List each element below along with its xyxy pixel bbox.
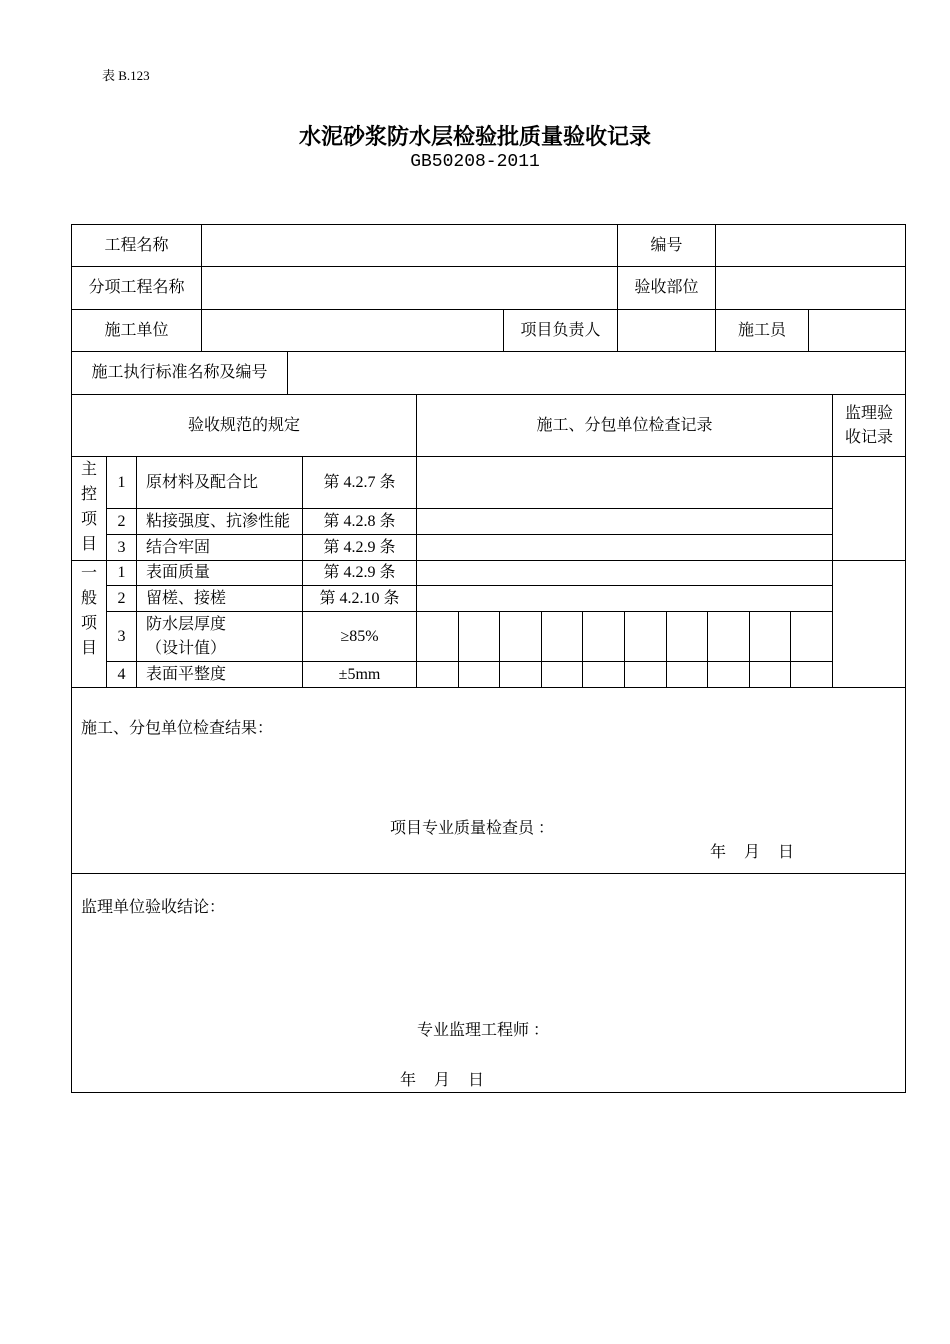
construction-unit-value: [201, 309, 503, 351]
general-item-1-spec: 第 4.2.9 条: [302, 560, 416, 585]
acceptance-part-value: [715, 266, 905, 309]
general-item-1-name: 表面质量: [136, 560, 302, 585]
constructor-label: 施工员: [715, 309, 808, 351]
general-item-3-no: 3: [106, 611, 136, 661]
project-manager-label: 项目负责人: [503, 309, 617, 351]
main-item-3-record: [416, 534, 832, 560]
contractor-result-label: 施工、分包单位检查结果：: [81, 720, 274, 737]
contractor-result-section: [71, 687, 905, 873]
main-item-3-no: 3: [106, 534, 136, 560]
main-item-2-record: [416, 508, 832, 534]
main-supervision-record: [832, 456, 905, 560]
measure-cell: [666, 661, 707, 687]
inspector-signature-label: 项目专业质量检查员 ：: [390, 820, 555, 837]
general-supervision-record: [832, 560, 905, 687]
supervision-column-header-text: 监理验收记录: [844, 404, 893, 446]
inspection-form-table: [71, 224, 906, 1093]
measure-cell: [458, 661, 499, 687]
measure-cell: [624, 611, 666, 661]
spec-column-header: 验收规范的规定: [71, 394, 416, 456]
measure-cell: [416, 611, 458, 661]
main-item-1-record: [416, 456, 832, 508]
main-item-2-spec: 第 4.2.8 条: [302, 508, 416, 534]
measure-cell: [499, 611, 541, 661]
general-item-2-no: 2: [106, 585, 136, 611]
acceptance-part-label: 验收部位: [617, 266, 715, 309]
measure-cell: [458, 611, 499, 661]
record-column-header: 施工、分包单位检查记录: [416, 394, 832, 456]
supervision-conclusion-label: 监理单位验收结论：: [81, 899, 226, 916]
supervision-conclusion-section: [71, 873, 905, 1092]
measure-cell: [749, 661, 790, 687]
measure-cell: [790, 661, 832, 687]
general-item-2-spec: 第 4.2.10 条: [302, 585, 416, 611]
general-item-1-record: [416, 560, 832, 585]
main-control-group-label: [71, 456, 106, 560]
main-control-group-text: 主控项目: [80, 461, 97, 553]
general-item-3-name-note: （设计值）: [146, 639, 227, 657]
measure-cell: [499, 661, 541, 687]
project-manager-value: [617, 309, 715, 351]
general-item-3-spec: ≥85%: [302, 611, 416, 661]
general-item-3-name: [136, 611, 302, 661]
main-item-3-name: 结合牢固: [136, 534, 302, 560]
general-item-2-name: 留槎、接槎: [136, 585, 302, 611]
measure-cell: [624, 661, 666, 687]
number-value: [715, 224, 905, 266]
general-item-4-no: 4: [106, 661, 136, 687]
main-item-1-no: 1: [106, 456, 136, 508]
standard-name-value: [287, 351, 905, 394]
measure-cell: [707, 661, 749, 687]
measure-cell: [707, 611, 749, 661]
sub-project-name-label: 分项工程名称: [71, 266, 201, 309]
measure-cell: [541, 611, 582, 661]
measure-cell: [666, 611, 707, 661]
main-item-2-no: 2: [106, 508, 136, 534]
measure-cell: [749, 611, 790, 661]
standard-code: GB50208-2011: [410, 152, 540, 172]
page-title: 水泥砂浆防水层检验批质量验收记录: [298, 124, 651, 149]
engineer-signature-label: 专业监理工程师 ：: [417, 1022, 550, 1039]
contractor-date-label: 年 月 日: [710, 844, 795, 861]
main-item-1-spec: 第 4.2.7 条: [302, 456, 416, 508]
sub-project-name-value: [201, 266, 617, 309]
supervision-date-label: 年 月 日: [400, 1072, 485, 1089]
form-number: 表 B.123: [102, 68, 150, 83]
measure-cell: [790, 611, 832, 661]
general-group-text: 一般项目: [80, 565, 97, 657]
constructor-value: [808, 309, 905, 351]
main-item-3-spec: 第 4.2.9 条: [302, 534, 416, 560]
measure-cell: [416, 661, 458, 687]
number-label: 编号: [617, 224, 715, 266]
measure-cell: [582, 661, 624, 687]
general-group-label: [71, 560, 106, 687]
general-item-4-spec: ±5mm: [302, 661, 416, 687]
main-item-1-name: 原材料及配合比: [136, 456, 302, 508]
main-item-2-name: 粘接强度、抗渗性能: [136, 508, 302, 534]
project-name-value: [201, 224, 617, 266]
supervision-column-header: [832, 394, 905, 456]
general-item-1-no: 1: [106, 560, 136, 585]
general-item-2-record: [416, 585, 832, 611]
construction-unit-label: 施工单位: [71, 309, 201, 351]
general-item-3-name-text: 防水层厚度: [146, 615, 227, 633]
project-name-label: 工程名称: [71, 224, 201, 266]
general-item-4-name: 表面平整度: [136, 661, 302, 687]
standard-name-label: 施工执行标准名称及编号: [71, 351, 287, 394]
measure-cell: [582, 611, 624, 661]
measure-cell: [541, 661, 582, 687]
